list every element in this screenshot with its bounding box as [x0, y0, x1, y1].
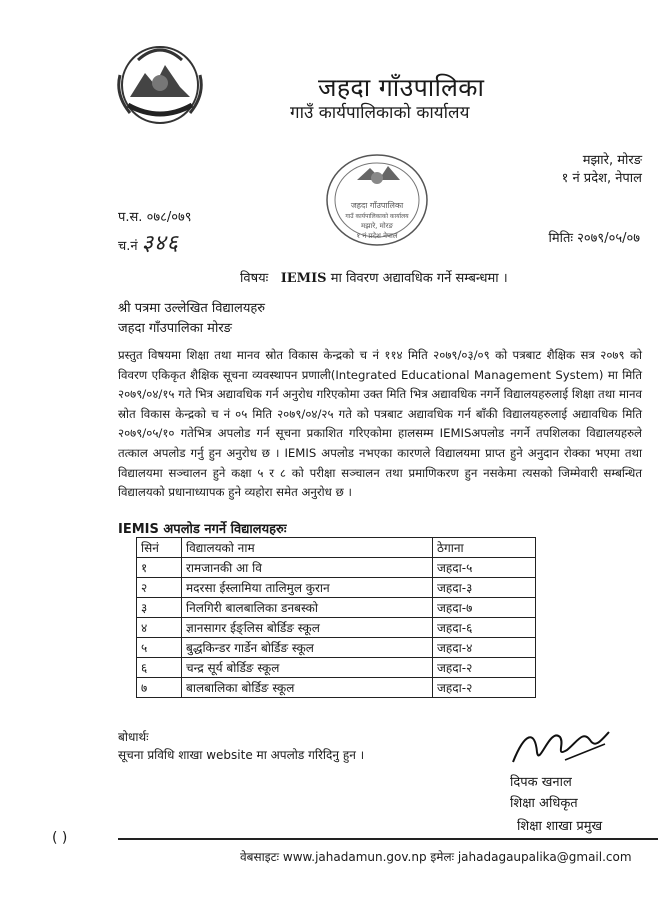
cell-sn: ७ — [137, 678, 182, 698]
cell-sn: ३ — [137, 598, 182, 618]
cell-school-name: बुद्धकिन्डर गार्डेन बोर्डिङ स्कूल — [182, 638, 433, 658]
office-seal-stamp — [322, 150, 432, 250]
cell-school-name: रामजानकी आ वि — [182, 558, 433, 578]
signatory-role-1: शिक्षा अधिकृत — [510, 796, 578, 811]
footer-divider — [118, 838, 658, 840]
table-row — [137, 558, 536, 578]
schools-table — [136, 537, 536, 698]
table-row — [137, 598, 536, 618]
header-school-name: विद्यालयको नाम — [182, 538, 433, 558]
table-row — [137, 638, 536, 658]
svg-text:१ नं प्रदेश नेपाल: १ नं प्रदेश नेपाल — [356, 232, 398, 240]
chana-number: ३४६ — [141, 231, 179, 256]
recipient-line-2: जहदा गाँउपालिका मोरङ — [118, 321, 232, 336]
cell-sn: ५ — [137, 638, 182, 658]
letter-date — [548, 228, 640, 246]
list-title: IEMIS अपलोड नगर्ने विद्यालयहरुः — [118, 522, 287, 537]
address-line-1: मझारे, मोरङ — [582, 153, 642, 168]
cell-school-name: मदरसा ईस्लामिया तालिमुल कुरान — [182, 578, 433, 598]
subject-bold: IEMIS — [280, 271, 327, 286]
cell-address: जहदा-२ — [433, 678, 536, 698]
footer-contact: वेबसाइटः www.jahadamun.gov.np इमेलः jahadagaupalika@gmail.com — [240, 850, 632, 864]
header-sn: सिनं — [137, 538, 182, 558]
subject-line — [240, 268, 508, 286]
chana-reference — [118, 227, 179, 257]
cell-sn: १ — [137, 558, 182, 578]
scan-mark-icon: ( ) — [52, 830, 68, 846]
address-line-2: १ नं प्रदेश, नेपाल — [561, 171, 642, 186]
chana-label: च.नं — [118, 239, 138, 254]
cell-sn: ६ — [137, 658, 182, 678]
cc-note: सूचना प्रविधि शाखा website मा अपलोड गरिदिनु हुन । — [118, 748, 365, 762]
handwritten-signature — [505, 722, 615, 772]
table-row — [137, 578, 536, 598]
cell-address: जहदा-२ — [433, 658, 536, 678]
cell-school-name: निलगिरी बालबालिका डनबस्को — [182, 598, 433, 618]
subject-text: मा विवरण अद्यावधिक गर्ने सम्बन्धमा । — [330, 271, 508, 286]
office-subtitle: गाउँ कार्यपालिकाको कार्यालय — [290, 103, 470, 123]
header-address: ठेगाना — [433, 538, 536, 558]
letter-body: प्रस्तुत विषयमा शिक्षा तथा मानव स्रोत विकास केन्द्रको च नं ११४ मिति २०७९/०३/०९ को पत्रबाट शैक्षिक सत्र २०७९ को विवरण एकिकृत शैक्षिक सूचना व्यवस्थापन प्रणाली(Integrated Educational Management System) मा मिति २०७९/०४/१५ गते भित्र अद्यावधिक गर्न अनुरोध गरिएकोमा उक्त मिति भित्र अद्यावधिक नगर्ने विद्यालयहरुलाई शिक्षा तथा मानव स्रोत विकास केन्द्रको च नं ०५ मिति २०७९/०४/२५ गते को पत्रबाट अद्यावधिक गर्न बाँकी विद्यालयहरुलाई अद्यावधिक मिति २०७९/०५/१० गतेभित्र अपलोड गर्न सूचना प्रकाशित गरिएकोमा हालसम्म IEMISअपलोड नगर्ने तपशिलका विद्यालयहरुले तत्काल अपलोड गर्नु हुन अनुरोध छ । IEMIS अपलोड नभएका कारणले विद्यालयमा प्राप्त हुने अनुदान रोक्का भएमा तथा विद्यालयमा सञ्चालन हुने कक्षा ५ र ८ को परीक्षा सञ्चालन तथा प्रमाणिकरण हुन नसकेमा त्यसको जिम्मेवारी सम्बन्धित विद्यालयको प्रधानाध्यापक हुने व्यहोरा समेत अनुरोध छ । — [118, 348, 642, 500]
cell-sn: २ — [137, 578, 182, 598]
signatory-role-2: शिक्षा शाखा प्रमुख — [517, 819, 603, 834]
cell-address: जहदा-७ — [433, 598, 536, 618]
date-value: २०७९/०५/०७ — [577, 231, 640, 246]
cell-sn: ४ — [137, 618, 182, 638]
municipality-title: जहदा गाँउपालिका — [318, 73, 485, 102]
table-row — [137, 658, 536, 678]
svg-text:गाउँ कार्यपालिकाको कार्यालय: गाउँ कार्यपालिकाको कार्यालय — [345, 213, 409, 220]
cell-school-name: ज्ञानसागर ईङ्लिस बोर्डिङ स्कूल — [182, 618, 433, 638]
cell-school-name: बालबालिका बोर्डिङ स्कूल — [182, 678, 433, 698]
cell-address: जहदा-४ — [433, 638, 536, 658]
table-header-row — [137, 538, 536, 558]
recipient-line-1: श्री पत्रमा उल्लेखित विद्यालयहरु — [118, 301, 266, 316]
signatory-name: दिपक खनाल — [510, 775, 572, 790]
cell-address: जहदा-६ — [433, 618, 536, 638]
cell-address: जहदा-३ — [433, 578, 536, 598]
nepal-emblem-logo — [110, 35, 210, 130]
table-row — [137, 678, 536, 698]
svg-text:मझारे, मोरङ: मझारे, मोरङ — [361, 222, 393, 230]
table-row — [137, 618, 536, 638]
cell-address: जहदा-५ — [433, 558, 536, 578]
bodharth-label: बोधार्थः — [118, 730, 149, 744]
date-label: मितिः — [548, 231, 574, 246]
ps-reference: प.स. ०७८/०७९ — [118, 210, 192, 225]
svg-text:जहदा गाँउपालिका: जहदा गाँउपालिका — [350, 201, 404, 210]
cell-school-name: चन्द्र सूर्य बोर्डिङ स्कूल — [182, 658, 433, 678]
subject-label: विषयः — [240, 271, 269, 286]
